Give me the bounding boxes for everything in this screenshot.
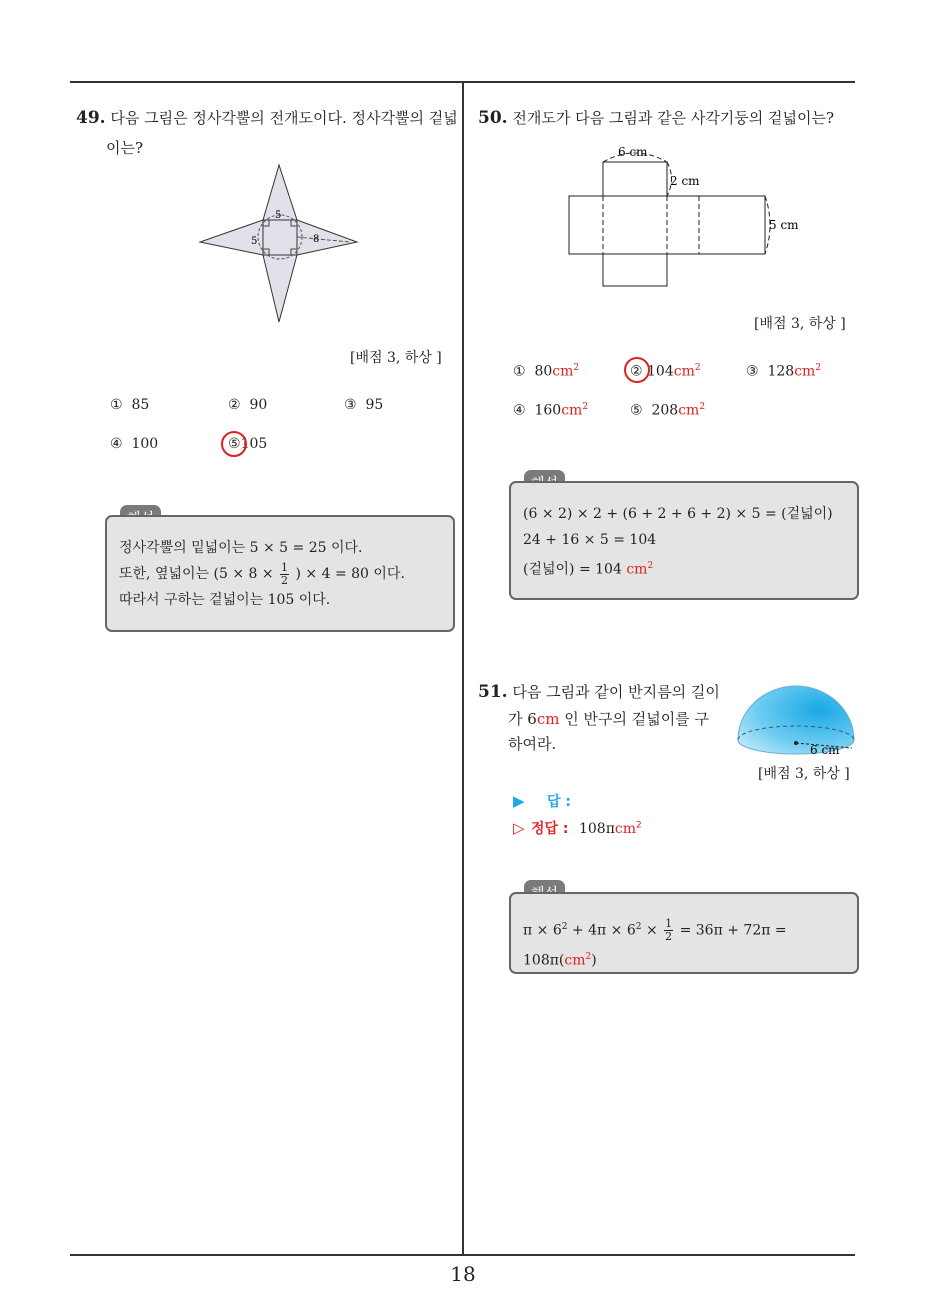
choice-5[interactable]: ⑤ $208cm^2$: [630, 402, 706, 419]
question-text-cont: 이는?: [106, 139, 144, 157]
label-depth: 2 cm: [670, 174, 700, 188]
choice-4[interactable]: ④ $160cm^2$: [513, 402, 589, 419]
column-divider: [462, 83, 464, 1256]
question-text-cont: 하여라.: [508, 735, 557, 753]
explanation-line: 24 + 16 × 5 = 104: [523, 532, 657, 548]
choice-1[interactable]: ① 85: [110, 397, 150, 413]
pyramid-net-figure: [195, 160, 365, 330]
label-right: 8: [313, 234, 320, 245]
question-text: 다음 그림은 정사각뿔의 전개도이다. 정사각뿔의 겉넓: [110, 109, 458, 127]
fraction: $\frac{1}{2}$: [281, 560, 289, 587]
bottom-rule: [70, 1254, 855, 1256]
explanation-box: [105, 515, 455, 632]
score-label: [배점 3, 하상 ]: [758, 766, 850, 782]
score-label: [배점 3, 하상 ]: [350, 350, 442, 366]
label-radius: 6 cm: [810, 743, 840, 757]
question-text: 다음 그림과 같이 반지름의 길이: [512, 683, 720, 701]
score-label: [배점 3, 하상 ]: [754, 316, 846, 332]
hemisphere-figure: [734, 684, 860, 764]
question-text: 전개도가 다음 그림과 같은 사각기둥의 겉넓이는?: [512, 109, 835, 127]
choice-2[interactable]: ② $104cm^2$: [630, 363, 701, 380]
label-top: 5: [275, 210, 282, 221]
selected-answer-mark: [624, 357, 650, 383]
question-text-cont: 가 6cm 인 반구의 겉넓이를 구: [508, 710, 709, 728]
label-left: 5: [251, 236, 258, 247]
explanation-line: (겉넓이) = 104 $cm^2$: [523, 561, 654, 578]
fraction: $\frac{1}{2}$: [665, 917, 673, 944]
choice-3[interactable]: ③ 95: [344, 397, 384, 413]
answer-row: ▶ 답 :: [513, 792, 571, 810]
page-number: 18: [450, 1262, 476, 1286]
explanation-line: 또한, 옆넓이는 (5 × 8 × $\frac{1}{2}$ ) × 4 = 80 이다.: [119, 560, 405, 587]
label-width: 6 cm: [618, 145, 648, 159]
choice-4[interactable]: ④ 100: [110, 436, 159, 452]
outline-play-icon: ▷: [513, 819, 525, 837]
play-icon: ▶: [513, 792, 525, 810]
question-number: 50.: [478, 108, 508, 128]
prism-net-figure: [560, 140, 810, 290]
explanation-line: $\pi \times 6^2 + 4\pi \times 6^2$ × $\frac{1}{2}$ = $36\pi + 72\pi = 108\pi(cm^2)$: [523, 917, 787, 969]
explanation-line: 정사각뿔의 밑넓이는 5 × 5 = 25 이다.: [119, 540, 363, 556]
label-height: 5 cm: [769, 218, 799, 232]
question-number: 51.: [478, 682, 508, 702]
choice-5[interactable]: ⑤105: [228, 436, 268, 452]
choice-2[interactable]: ② 90: [228, 397, 268, 413]
correct-answer-row: ▷ 정답 : 108πcm$^2$: [513, 819, 642, 837]
explanation-line: (6 × 2) × 2 + (6 + 2 + 6 + 2) × 5 = (겉넓이): [523, 506, 833, 522]
explanation-box: [509, 481, 859, 600]
choice-3[interactable]: ③ $128cm^2$: [746, 363, 822, 380]
choice-1[interactable]: ① $80cm^2$: [513, 363, 580, 380]
explanation-box: [509, 892, 859, 974]
question-number: 49.: [76, 108, 106, 128]
selected-answer-mark: [221, 431, 247, 457]
explanation-line: 따라서 구하는 겉넓이는 105 이다.: [119, 592, 331, 608]
